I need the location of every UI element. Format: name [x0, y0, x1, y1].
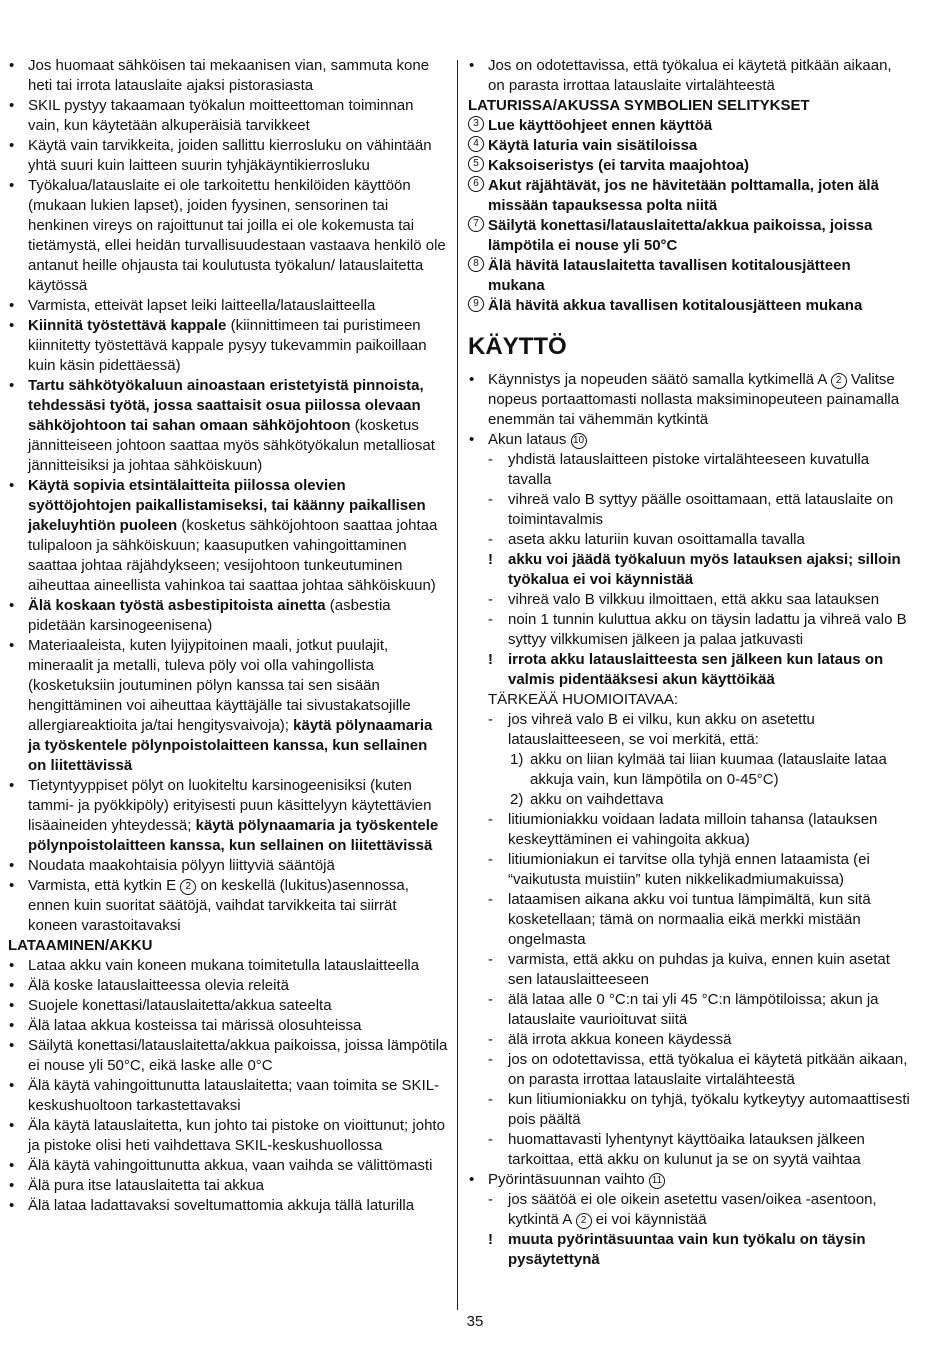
bullet-item	[8, 956, 448, 976]
text: (asbestia pidetään karsinogeenisena)	[28, 597, 391, 634]
text: varmista, että akku on puhdas ja kuiva, ennen kuin asetat sen latauslaitteeseen	[508, 951, 890, 988]
figure-reference: 11	[649, 1173, 665, 1189]
dash-item	[468, 990, 910, 1030]
figure-reference: 2	[831, 373, 847, 389]
bullet-item	[8, 876, 448, 936]
text: LATAAMINEN/AKKU	[8, 937, 153, 954]
item-number: 2)	[510, 791, 524, 808]
text: Materiaaleista, kuten lyijypitoinen maali, jotkut puulajit, mineraalit ja metalli, tuleva pöly voi olla vahingollista (kosketuksiin joutuminen pölyn kanssa tai sen sisään hengittäminen voi aiheuttaa käyttäjälle tai sivustakatsojille allergiareaktioita ja/tai hengitysvaivoja);	[28, 637, 411, 734]
bullet-item	[8, 1156, 448, 1176]
bullet-item	[8, 1176, 448, 1196]
text: SKIL pystyy takaamaan työkalun moitteettoman toiminnan vain, kun käytetään alkuperäisiä tarvikkeet	[28, 97, 414, 134]
dash-item	[468, 1130, 910, 1170]
text: Jos on odotettavissa, että työkalua ei käytetä pitkään aikaan, on parasta irrottaa latauslaite virtalähteestä	[488, 57, 892, 94]
text: jos säätöä ei ole oikein asetettu vasen/oikea -asentoon, kytkintä A	[508, 1191, 877, 1228]
text: LATURISSA/AKUSSA SYMBOLIEN SELITYKSET	[468, 97, 810, 114]
bold-text: käytä pölynaamaria ja työskentele pölynpoistolaitteen kanssa, kun sellainen on liitettävissä	[28, 817, 439, 854]
item-number: 1)	[510, 751, 524, 768]
dash-item	[468, 850, 910, 890]
left-column	[8, 56, 448, 1216]
figure-reference: 2	[180, 879, 196, 895]
figure-reference: 7	[468, 216, 484, 232]
figure-reference: 6	[468, 176, 484, 192]
text: Tietyntyyppiset pölyt on luokiteltu karsinogeenisiksi (kuten tammi- ja pyökkipöly) erityisesti puun käsittelyyn käytettävien lisäaineiden yhteydessä;	[28, 777, 432, 834]
bullet-item	[8, 296, 448, 316]
text: Varmista, etteivät lapset leiki laitteella/latauslaitteella	[28, 297, 376, 314]
dash-item	[468, 590, 910, 610]
bullet-item	[8, 1196, 448, 1216]
text: Lue käyttöohjeet ennen käyttöä	[488, 117, 713, 134]
text: jos on odotettavissa, että työkalua ei käytetä pitkään aikaan, on parasta irrottaa latauslaite virtalähteestä	[508, 1051, 908, 1088]
text: Käytä vain tarvikkeita, joiden sallittu kierrosluku on vähintään yhtä suuri kuin laitteen suurin tyhjäkäyntikierrosluku	[28, 137, 432, 174]
bullet-item	[468, 370, 910, 430]
text: lataamisen aikana akku voi tuntua lämpimältä, kun sitä kosketellaan; tämä on normaalia eikä merkki mistään ongelmasta	[508, 891, 871, 948]
page-number: 35	[466, 1313, 484, 1330]
dash-item	[468, 1050, 910, 1090]
text: Älä hävitä akkua tavallisen kotitalousjätteen mukana	[488, 297, 863, 314]
text: Älä koske latauslaitteessa olevia releitä	[28, 977, 289, 994]
section-heading	[468, 332, 910, 362]
text: vihreä valo B vilkkuu ilmoittaen, että akku saa latauksen	[508, 591, 880, 608]
text: jos vihreä valo B ei vilku, kun akku on asetettu latauslaitteeseen, se voi merkitä, että:	[508, 711, 815, 748]
text: Säilytä konettasi/latauslaitetta/akkua paikoissa, joissa lämpötila ei nouse yli 50°C	[488, 217, 873, 254]
subheading	[468, 96, 910, 116]
subheading	[8, 936, 448, 956]
text: Valitse nopeus portaattomasti nollasta maksiminopeuteen painamalla enemmän tai vähemmän kytkintä	[488, 371, 900, 428]
figure-reference: 5	[468, 156, 484, 172]
dash-item	[468, 490, 910, 530]
symbol-legend-item	[468, 136, 910, 156]
text: Noudata maakohtaisia pölyyn liittyviä sääntöjä	[28, 857, 335, 874]
figure-reference: 2	[576, 1213, 592, 1229]
text: Käynnistys ja nopeuden säätö samalla kytkimellä A	[488, 371, 831, 388]
bold-text: Käytä sopivia etsintälaitteita piilossa olevien syöttöjohtojen paikallistamiseksi, tai käänny paikallisen jakeluyhtiön puoleen	[28, 477, 426, 534]
text: Työkalua/latauslaite ei ole tarkoitettu henkilöiden käyttöön (mukaan lukien lapset), joiden fyysinen, sensorinen tai henkinen vireys on rajoittunut tai joilla ei ole kokemusta tai tietämystä, ellei heidän turvallisuudestaan vastaava henkilö ole antanut heille ohjausta tai koulutusta työkalun/ latauslaitetta käytössä	[28, 177, 446, 294]
text: muuta pyörintäsuuntaa vain kun työkalu on täysin pysäytettynä	[508, 1231, 866, 1268]
column-divider	[457, 60, 458, 1310]
dash-item	[468, 890, 910, 950]
numbered-item	[468, 790, 910, 810]
dash-item	[468, 950, 910, 990]
text: TÄRKEÄÄ HUOMIOITAVAA:	[488, 691, 679, 708]
bullet-item	[8, 376, 448, 476]
bold-text: Älä koskaan työstä asbestipitoista ainetta	[28, 597, 326, 614]
bullet-item	[8, 856, 448, 876]
text: Älä käytä vahingoittunutta latauslaitetta; vaan toimita se SKIL-keskushuoltoon tarkastettavaksi	[28, 1077, 440, 1114]
text: Akut räjähtävät, jos ne hävitetään polttamalla, joten älä missään tapauksessa polta niitä	[488, 177, 879, 214]
text: ei voi käynnistää	[591, 1211, 707, 1228]
text: Käytä laturia vain sisätiloissa	[488, 137, 698, 154]
text: Jos huomaat sähköisen tai mekaanisen vian, sammuta kone heti tai irrota latauslaite ajaksi pistorasiasta	[28, 57, 430, 94]
text: KÄYTTÖ	[468, 333, 567, 360]
text: (kiinnittimeen tai puristimeen kiinnitetty työstettävä kappale pysyy tukevammin paikoillaan kuin käsin pidettäessä)	[28, 317, 427, 374]
text: älä lataa alle 0 °C:n tai yli 45 °C:n lämpötiloissa; akun ja latauslaite vaurioituvat siitä	[508, 991, 879, 1028]
bullet-item	[8, 56, 448, 96]
text: Älä pura itse latauslaitetta tai akkua	[28, 1177, 264, 1194]
bullet-item	[468, 1170, 910, 1190]
bullet-item	[8, 636, 448, 776]
warning-note	[468, 650, 910, 690]
right-column	[468, 56, 910, 1270]
figure-reference: 8	[468, 256, 484, 272]
symbol-legend-item	[468, 176, 910, 216]
dash-item	[468, 810, 910, 850]
bold-text: käytä pölynaamaria ja työskentele pölynpoistolaitteen kanssa, kun sellainen on liitettävissä	[28, 717, 433, 774]
bullet-item	[8, 316, 448, 376]
text: akku on liian kylmää tai liian kuumaa (latauslaite lataa akkuja vain, kun lämpötila on 0-45°C)	[530, 751, 887, 788]
bullet-item	[8, 996, 448, 1016]
bullet-item	[8, 1116, 448, 1156]
figure-reference: 4	[468, 136, 484, 152]
figure-reference: 10	[571, 433, 587, 449]
text: vihreä valo B syttyy päälle osoittamaan, että latauslaite on toimintavalmis	[508, 491, 894, 528]
bullet-item	[8, 776, 448, 856]
text: Älä hävitä latauslaitetta tavallisen kotitalousjätteen mukana	[488, 257, 851, 294]
bullet-item	[468, 56, 910, 96]
text: kun litiumioniakku on tyhjä, työkalu kytkeytyy automaattisesti pois päältä	[508, 1091, 910, 1128]
dash-item	[468, 610, 910, 650]
bullet-item	[8, 176, 448, 296]
warning-note	[468, 1230, 910, 1270]
bullet-item	[468, 430, 910, 450]
dash-item	[468, 450, 910, 490]
dash-item	[468, 1190, 910, 1230]
text: Suojele konettasi/latauslaitetta/akkua sateelta	[28, 997, 332, 1014]
bold-text: Kiinnitä työstettävä kappale	[28, 317, 227, 334]
text: Älä käytä vahingoittunutta akkua, vaan vaihda se välittömasti	[28, 1157, 433, 1174]
text: litiumioniakun ei tarvitse olla tyhjä ennen lataamista (ei “vaikutusta muistiin” kuten nikkelikadmiumakuissa)	[508, 851, 870, 888]
bold-text: Tartu sähkötyökaluun ainoastaan eristetyistä pinnoista, tehdessäsi työtä, jossa saattaisit osua piilossa olevaan sähköjohtoon tai sahan omaan sähköjohtoon	[28, 377, 424, 434]
text: aseta akku laturiin kuvan osoittamalla tavalla	[508, 531, 805, 548]
text: irrota akku latauslaitteesta sen jälkeen kun lataus on valmis pidentääksesi akun käyttöikää	[508, 651, 884, 688]
dash-item	[468, 710, 910, 750]
bullet-item	[8, 976, 448, 996]
numbered-item	[468, 750, 910, 790]
symbol-legend-item	[468, 116, 910, 136]
text: noin 1 tunnin kuluttua akku on täysin ladattu ja vihreä valo B syttyy vilkkumisen jälkeen ja palaa jatkuvasti	[508, 611, 907, 648]
dash-item	[468, 530, 910, 550]
symbol-legend-item	[468, 296, 910, 316]
dash-item	[468, 1090, 910, 1130]
warning-note	[468, 550, 910, 590]
text: Kaksoiseristys (ei tarvita maajohtoa)	[488, 157, 749, 174]
symbol-legend-item	[468, 156, 910, 176]
text: Pyörintäsuunnan vaihto	[488, 1171, 649, 1188]
text: (kosketus jännitteiseen johtoon saattaa myös sähkötyökalun metalliosat jännitteisiksi ja johtaa sähköiskuun)	[28, 417, 435, 474]
symbol-legend-item	[468, 216, 910, 256]
text: Säilytä konettasi/latauslaitetta/akkua paikoissa, joissa lämpötila ei nouse yli 50°C, eikä laske alle 0°C	[28, 1037, 448, 1074]
text: Älä lataa ladattavaksi soveltumattomia akkuja tällä laturilla	[28, 1197, 415, 1214]
text: Akun lataus	[488, 431, 571, 448]
text: Äla käytä latauslaitetta, kun johto tai pistoke on vioittunut; johto ja pistoke olisi heti vaihdettava SKIL-keskushuollossa	[28, 1117, 445, 1154]
text: Älä lataa akkua kosteissa tai märissä olosuhteissa	[28, 1017, 362, 1034]
bullet-item	[8, 1016, 448, 1036]
bullet-item	[8, 136, 448, 176]
bullet-item	[8, 476, 448, 596]
dash-item	[468, 1030, 910, 1050]
text: älä irrota akkua koneen käydessä	[508, 1031, 732, 1048]
text: litiumioniakku voidaan ladata milloin tahansa (latauksen keskeyttäminen ei vahingoita akkua)	[508, 811, 878, 848]
text: akku on vaihdettava	[530, 791, 664, 808]
bullet-item	[8, 1036, 448, 1076]
text: (kosketus sähköjohtoon saattaa johtaa tulipaloon ja sähköiskuun; kaasuputken vahingoittaminen saattaa johtaa räjähdykseen; vesijohtoon tunkeutuminen aiheuttaa aineellista vahinkoa tai saattaa johtaa sähköiskuun)	[28, 517, 438, 594]
bullet-item	[8, 96, 448, 136]
figure-reference: 9	[468, 296, 484, 312]
note-text	[468, 690, 910, 710]
figure-reference: 3	[468, 116, 484, 132]
bullet-item	[8, 1076, 448, 1116]
text: on keskellä (lukitus)asennossa, ennen kuin suoritat säätöjä, vaihdat tarvikkeita tai siirrät koneen varastoitavaksi	[28, 877, 409, 934]
text: akku voi jäädä työkaluun myös latauksen ajaksi; silloin työkalua ei voi käynnistää	[508, 551, 901, 588]
symbol-legend-item	[468, 256, 910, 296]
bullet-item	[8, 596, 448, 636]
text: huomattavasti lyhentynyt käyttöaika latauksen jälkeen tarkoittaa, että akku on kulunut ja se on syytä vaihtaa	[508, 1131, 865, 1168]
text: Lataa akku vain koneen mukana toimitetulla latauslaitteella	[28, 957, 420, 974]
text: Varmista, että kytkin E	[28, 877, 181, 894]
text: yhdistä latauslaitteen pistoke virtalähteeseen kuvatulla tavalla	[508, 451, 870, 488]
